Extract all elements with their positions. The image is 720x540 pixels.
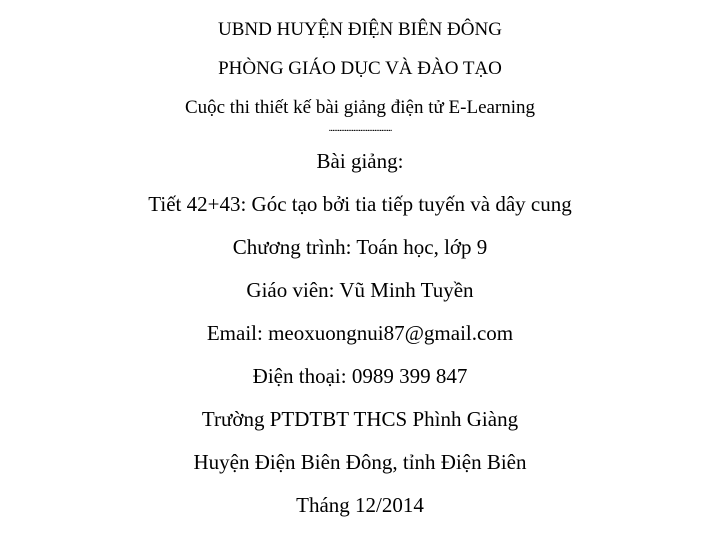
department-heading: PHÒNG GIÁO DỤC VÀ ĐÀO TẠO [218,58,502,79]
district-committee-heading: UBND HUYỆN ĐIỆN BIÊN ĐÔNG [218,19,502,40]
school-name: Trường PTDTBT THCS Phình Giàng [201,407,519,431]
contest-title: Cuộc thi thiết kế bài giảng điện tử E-Learning [184,97,536,118]
email-info: Email: meoxuongnui87@gmail.com [206,321,514,345]
lesson-title: Tiết 42+43: Góc tạo bởi tia tiếp tuyến và dây cung [148,192,572,216]
date-info: Tháng 12/2014 [296,493,424,517]
phone-info: Điện thoại: 0989 399 847 [252,364,468,388]
program-info: Chương trình: Toán học, lớp 9 [232,235,488,259]
teacher-name: Giáo viên: Vũ Minh Tuyền [246,278,474,302]
lesson-label: Bài giảng: [316,149,404,173]
school-location: Huyện Điện Biên Đông, tỉnh Điện Biên [193,450,527,474]
dotted-separator: .................................... [328,122,392,134]
